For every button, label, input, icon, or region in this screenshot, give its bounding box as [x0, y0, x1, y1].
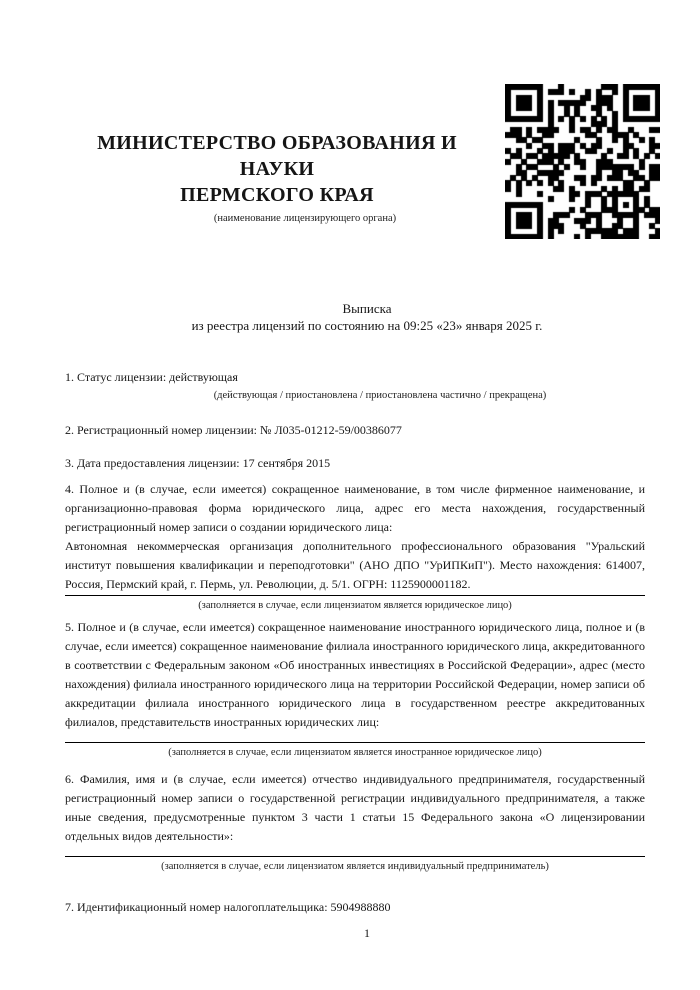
legal-entity-caption: (заполняется в случае, если лицензиатом является юридическое лицо): [198, 600, 512, 611]
individual-entrepreneur-caption: (заполняется в случае, если лицензиатом является индивидуальный предприниматель): [161, 861, 549, 872]
individual-entrepreneur-label: 6. Фамилия, имя и (в случае, если имеется) отчество индивидуального предпринимателя, государственный регистрационный номер записи о государственной регистрации индивидуального предпринимателя, а также иные сведения, предусмотренные пунктом 3 части 1 статьи 15 Федерального закона «О лицензировании отдельных видов деятельности»:: [65, 772, 645, 843]
individual-entrepreneur-blank-line: [65, 856, 645, 857]
foreign-entity-blank-line: [65, 742, 645, 743]
item-registration-number: [65, 421, 645, 440]
item-foreign-entity: [65, 618, 645, 760]
title-subheading: из реестра лицензий по состоянию на 09:25 «23» января 2025 г.: [191, 318, 543, 333]
foreign-entity-caption: (заполняется в случае, если лицензиатом является иностранное юридическое лицо): [168, 747, 542, 758]
item-individual-entrepreneur: [65, 770, 645, 874]
page-number: 1: [364, 926, 370, 940]
licensing-authority-header: [64, 130, 490, 224]
license-status-caption: (действующая / приостановлена / приостановлена частично / прекращена): [213, 390, 547, 401]
legal-entity-underline: [65, 595, 645, 596]
item-legal-entity: [65, 480, 645, 613]
ministry-name-line1: МИНИСТЕРСТВО ОБРАЗОВАНИЯ И НАУКИ: [97, 132, 457, 180]
item-license-status: [65, 368, 645, 387]
ministry-name-line2: ПЕРМСКОГО КРАЯ: [180, 184, 374, 206]
title-heading: Выписка: [342, 301, 392, 316]
ministry-name-caption: (наименование лицензирующего органа): [213, 213, 397, 224]
license-status-text: 1. Статус лицензии: действующая: [65, 370, 238, 384]
foreign-entity-label: 5. Полное и (в случае, если имеется) сокращенное наименование иностранного юридического лица, полное и (в случае, если имеется) сокращенное наименование филиала иностранного юридического лица, аккредитованного в соответствии с Федеральным законом «Об иностранных инвестициях в Российской Федерации», адрес (место нахождения) филиала иностранного юридического лица на территории Российской Федерации, номер записи об аккредитации филиала иностранного юридического лица в государственном реестре аккредитованных филиалов, представительств иностранных юридических лиц:: [65, 620, 645, 729]
document-title: [77, 300, 657, 334]
legal-entity-label: 4. Полное и (в случае, если имеется) сокращенное наименование, в том числе фирменное наименование, и организационно-правовая форма юридического лица, адрес его места нахождения, государственный регистрационный номер записи о создании юридического лица:: [65, 482, 645, 534]
registration-number-text: 2. Регистрационный номер лицензии: № Л035-01212-59/00386077: [65, 423, 402, 437]
item-grant-date: [65, 454, 645, 473]
grant-date-text: 3. Дата предоставления лицензии: 17 сентября 2015: [65, 456, 331, 470]
item-taxpayer-number: [65, 898, 645, 917]
taxpayer-number-text: 7. Идентификационный номер налогоплательщика: 5904988880: [65, 900, 391, 914]
qr-code-icon: [505, 84, 660, 239]
legal-entity-value: Автономная некоммерческая организация дополнительного профессионального образования "Уральский институт повышения квалификации и переподготовки" (АНО ДПО "УрИПКиП"). Место нахождения: 614007, Россия, Пермский край, г. Пермь, ул. Революции, д. 5/1. ОГРН: 1125900001182.: [65, 539, 645, 591]
